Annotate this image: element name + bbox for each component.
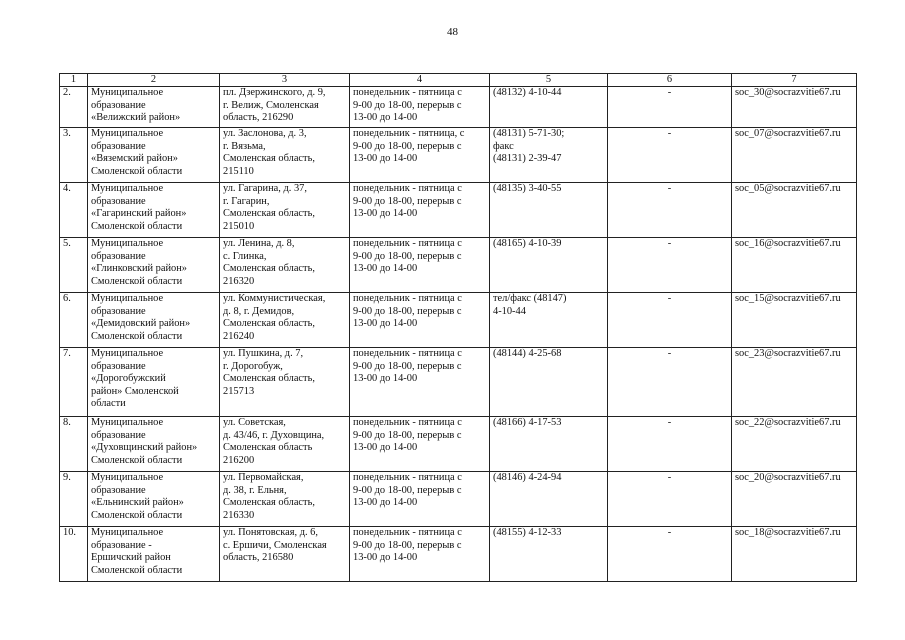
phone-cell: (48155) 4-12-33 bbox=[490, 527, 608, 582]
empty-column-cell: - bbox=[608, 183, 732, 238]
column-header: 1 bbox=[60, 74, 88, 87]
working-hours-cell: понедельник - пятница с 9-00 до 18-00, перерыв с 13-00 до 14-00 bbox=[350, 527, 490, 582]
empty-column-cell: - bbox=[608, 527, 732, 582]
email-cell: soc_23@socrazvitie67.ru bbox=[732, 348, 857, 417]
column-header: 6 bbox=[608, 74, 732, 87]
phone-cell: (48165) 4-10-39 bbox=[490, 238, 608, 293]
address-cell: ул. Ленина, д. 8, с. Глинка, Смоленская область, 216320 bbox=[220, 238, 350, 293]
municipality-name: Муниципальное образование «Демидовский район» Смоленской области bbox=[88, 293, 220, 348]
table-row bbox=[60, 293, 857, 348]
municipality-name: Муниципальное образование «Ельнинский район» Смоленской области bbox=[88, 472, 220, 527]
phone-cell: (48131) 5-71-30; факс (48131) 2-39-47 bbox=[490, 128, 608, 183]
row-number: 3. bbox=[60, 128, 88, 183]
table-row bbox=[60, 87, 857, 128]
address-cell: ул. Коммунистическая, д. 8, г. Демидов, Смоленская область, 216240 bbox=[220, 293, 350, 348]
row-number: 10. bbox=[60, 527, 88, 582]
phone-cell: тел/факс (48147) 4-10-44 bbox=[490, 293, 608, 348]
empty-column-cell: - bbox=[608, 128, 732, 183]
phone-cell: (48166) 4-17-53 bbox=[490, 417, 608, 472]
row-number: 2. bbox=[60, 87, 88, 128]
phone-cell: (48144) 4-25-68 bbox=[490, 348, 608, 417]
page-number: 48 bbox=[447, 26, 458, 38]
table-row bbox=[60, 472, 857, 527]
working-hours-cell: понедельник - пятница с 9-00 до 18-00, перерыв с 13-00 до 14-00 bbox=[350, 472, 490, 527]
empty-column-cell: - bbox=[608, 348, 732, 417]
column-header: 7 bbox=[732, 74, 857, 87]
column-header: 2 bbox=[88, 74, 220, 87]
email-cell: soc_30@socrazvitie67.ru bbox=[732, 87, 857, 128]
email-cell: soc_16@socrazvitie67.ru bbox=[732, 238, 857, 293]
row-number: 9. bbox=[60, 472, 88, 527]
row-number: 7. bbox=[60, 348, 88, 417]
header-row bbox=[60, 74, 857, 87]
row-number: 5. bbox=[60, 238, 88, 293]
phone-cell: (48132) 4-10-44 bbox=[490, 87, 608, 128]
services-table bbox=[59, 73, 857, 582]
row-number: 6. bbox=[60, 293, 88, 348]
table-row bbox=[60, 527, 857, 582]
row-number: 8. bbox=[60, 417, 88, 472]
working-hours-cell: понедельник - пятница с 9-00 до 18-00, перерыв с 13-00 до 14-00 bbox=[350, 417, 490, 472]
column-header: 3 bbox=[220, 74, 350, 87]
phone-cell: (48146) 4-24-94 bbox=[490, 472, 608, 527]
address-cell: ул. Советская, д. 43/46, г. Духовщина, Смоленская область 216200 bbox=[220, 417, 350, 472]
row-number: 4. bbox=[60, 183, 88, 238]
municipality-name: Муниципальное образование «Дорогобужский район» Смоленской области bbox=[88, 348, 220, 417]
address-cell: ул. Пушкина, д. 7, г. Дорогобуж, Смоленская область, 215713 bbox=[220, 348, 350, 417]
working-hours-cell: понедельник - пятница с 9-00 до 18-00, перерыв с 13-00 до 14-00 bbox=[350, 348, 490, 417]
empty-column-cell: - bbox=[608, 87, 732, 128]
empty-column-cell: - bbox=[608, 293, 732, 348]
address-cell: ул. Понятовская, д. 6, с. Ершичи, Смоленская область, 216580 bbox=[220, 527, 350, 582]
phone-cell: (48135) 3-40-55 bbox=[490, 183, 608, 238]
address-cell: пл. Дзержинского, д. 9, г. Велиж, Смоленская область, 216290 bbox=[220, 87, 350, 128]
municipality-name: Муниципальное образование «Глинковский район» Смоленской области bbox=[88, 238, 220, 293]
email-cell: soc_15@socrazvitie67.ru bbox=[732, 293, 857, 348]
municipality-name: Муниципальное образование «Гагаринский район» Смоленской области bbox=[88, 183, 220, 238]
municipality-name: Муниципальное образование «Духовщинский район» Смоленской области bbox=[88, 417, 220, 472]
table-row bbox=[60, 128, 857, 183]
empty-column-cell: - bbox=[608, 472, 732, 527]
working-hours-cell: понедельник - пятница с 9-00 до 18-00, перерыв с 13-00 до 14-00 bbox=[350, 87, 490, 128]
municipality-name: Муниципальное образование - Ершичский район Смоленской области bbox=[88, 527, 220, 582]
email-cell: soc_05@socrazvitie67.ru bbox=[732, 183, 857, 238]
email-cell: soc_22@socrazvitie67.ru bbox=[732, 417, 857, 472]
email-cell: soc_07@socrazvitie67.ru bbox=[732, 128, 857, 183]
municipality-name: Муниципальное образование «Вяземский район» Смоленской области bbox=[88, 128, 220, 183]
column-header: 5 bbox=[490, 74, 608, 87]
table-row bbox=[60, 348, 857, 417]
municipality-name: Муниципальное образование «Велижский район» bbox=[88, 87, 220, 128]
table-row bbox=[60, 183, 857, 238]
working-hours-cell: понедельник - пятница с 9-00 до 18-00, перерыв с 13-00 до 14-00 bbox=[350, 238, 490, 293]
empty-column-cell: - bbox=[608, 238, 732, 293]
working-hours-cell: понедельник - пятница с 9-00 до 18-00, перерыв с 13-00 до 14-00 bbox=[350, 183, 490, 238]
working-hours-cell: понедельник - пятница с 9-00 до 18-00, перерыв с 13-00 до 14-00 bbox=[350, 293, 490, 348]
table-row bbox=[60, 417, 857, 472]
empty-column-cell: - bbox=[608, 417, 732, 472]
working-hours-cell: понедельник - пятница, с 9-00 до 18-00, перерыв с 13-00 до 14-00 bbox=[350, 128, 490, 183]
address-cell: ул. Первомайская, д. 38, г. Ельня, Смоленская область, 216330 bbox=[220, 472, 350, 527]
table-row bbox=[60, 238, 857, 293]
email-cell: soc_18@socrazvitie67.ru bbox=[732, 527, 857, 582]
address-cell: ул. Заслонова, д. 3, г. Вязьма, Смоленская область, 215110 bbox=[220, 128, 350, 183]
email-cell: soc_20@socrazvitie67.ru bbox=[732, 472, 857, 527]
column-header: 4 bbox=[350, 74, 490, 87]
address-cell: ул. Гагарина, д. 37, г. Гагарин, Смоленская область, 215010 bbox=[220, 183, 350, 238]
